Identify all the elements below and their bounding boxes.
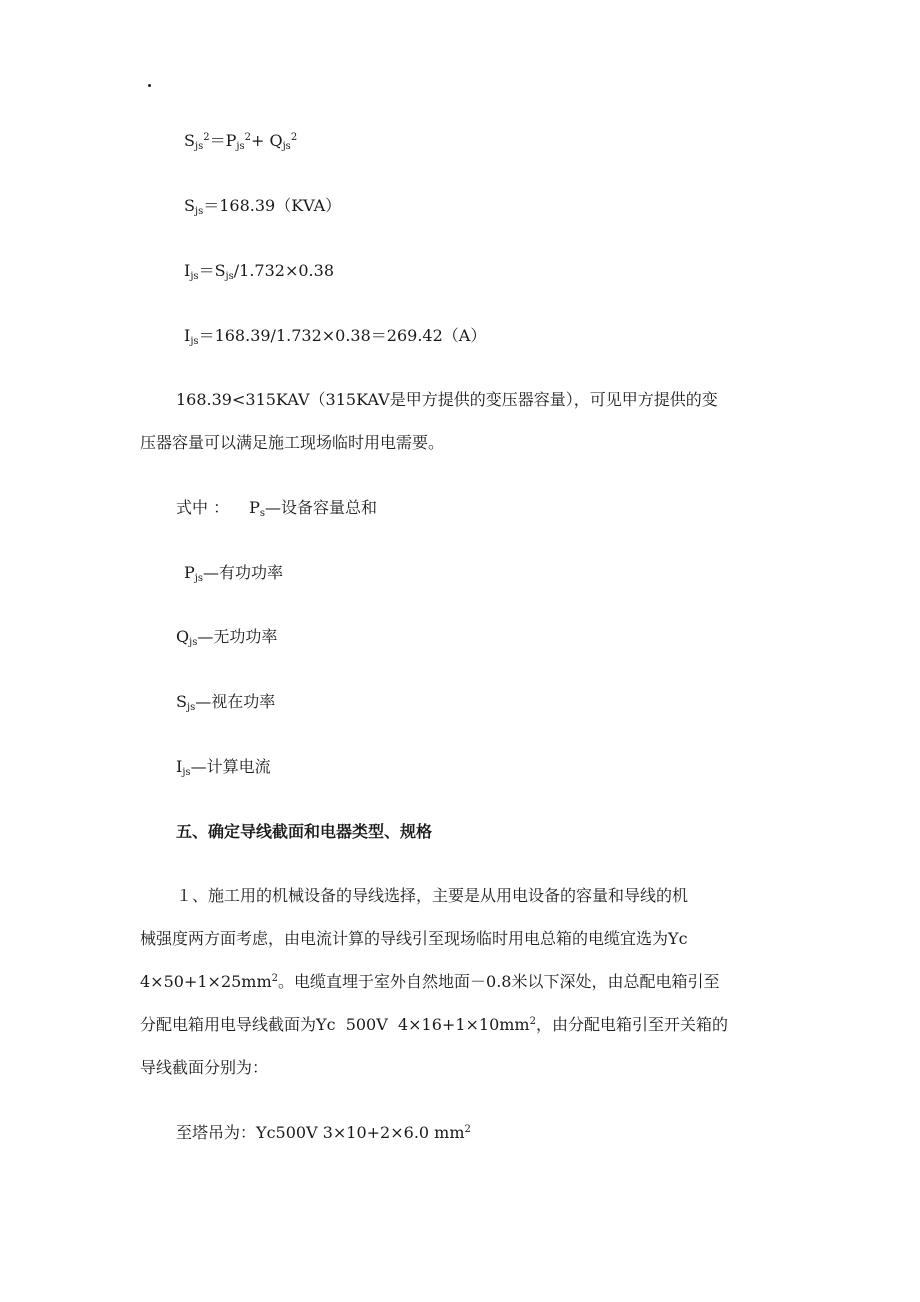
formula-current: $I_{js}=S_{js}/1.732\times 0.38$ (184, 261, 334, 282)
paragraph-line-4: 分配电箱用电导线截面为Yc 500V $4\times 16+1\times 10mm^2$，由分配电箱引至开关箱的 (140, 1015, 728, 1034)
page-marker-dot (148, 84, 151, 87)
paragraph-line-2: 械强度两方面考虑，由电流计算的导线引至现场临时用电总箱的电缆宜选为Yc (140, 929, 688, 948)
legend-item-sjs: $S_{js}—$视在功率 (176, 692, 276, 713)
paragraph-line-3: $4\times 50+1\times 25mm^2$。电缆直埋于室外自然地面－0.8米以下深处，由总配电箱引至 (140, 972, 720, 991)
legend-item-ijs: $I_{js}—$计算电流 (176, 757, 271, 778)
legend-item-ps: 式中 ： $P_s—$设备容量总和 (176, 498, 378, 519)
conclusion-line-2: 压器容量可以满足施工现场临时用电需要。 (140, 433, 445, 452)
paragraph-line-5: 导线截面分别为： (140, 1058, 269, 1077)
formula-current-value: $I_{js}=168.39/1.732\times 0.38=269.42(A)$ (184, 326, 487, 347)
legend-item-qjs: $Q_{js}—$无功功率 (176, 627, 278, 648)
section-heading: 五、确定导线截面和电器类型、规格 (176, 822, 433, 841)
formula-apparent-power-value: $S_{js}=168.39(KVA)$ (184, 196, 342, 217)
formula-apparent-power-squared: $S_{js}^2=P_{js}^2+ Q_{js}^2$ (184, 131, 298, 152)
legend-item-pjs: $P_{js}—$有功功率 (184, 563, 284, 584)
tower-crane-cable-spec: 至塔吊为：Yc500V 3×10+2×6.0 $mm^2$ (176, 1123, 471, 1142)
paragraph-line-1: １、施工用的机械设备的导线选择，主要是从用电设备的容量和导线的机 (176, 886, 689, 905)
conclusion-line-1: 168.39<315KAV（315KAV是甲方提供的变压器容量），可见甲方提供的变 (176, 390, 718, 409)
